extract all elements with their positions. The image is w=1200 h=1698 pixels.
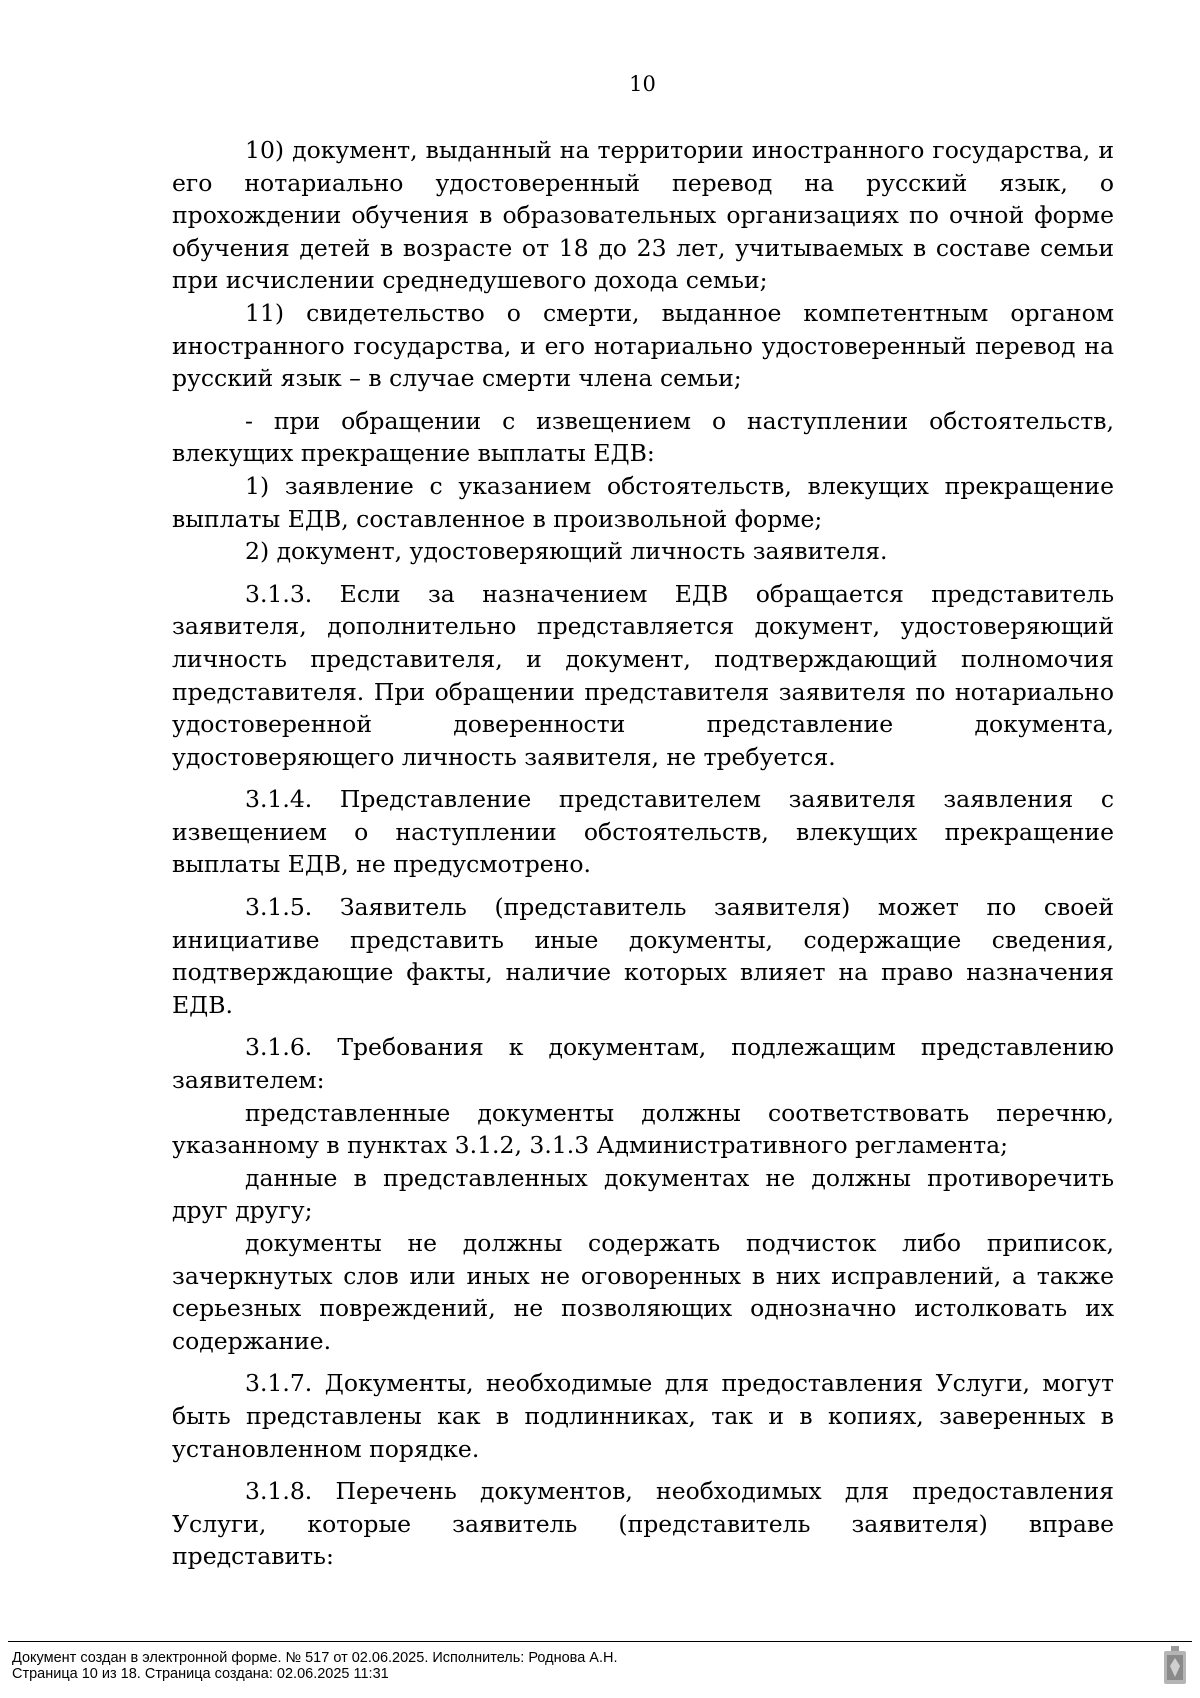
paragraph-termination-item-1: 1) заявление с указанием обстоятельств, влекущих прекращение выплаты ЕДВ, составленное в произвольной форме; [172,471,1114,533]
paragraph-item-11: 11) свидетельство о смерти, выданное компетентным органом иностранного государства, и его нотариально удостоверенный перевод на русский язык – в случае смерти члена семьи; [172,298,1114,393]
paragraph-requirement-2: данные в представленных документах не должны противоречить друг другу; [172,1163,1114,1225]
paragraph-requirement-3: документы не должны содержать подчисток либо приписок, зачеркнутых слов или иных не оговоренных в них исправлений, а также серьезных повреждений, не позволяющих однозначно истолковать их содержание. [172,1229,1114,1355]
coat-of-arms-icon [1162,1646,1188,1686]
footer-document-info: Документ создан в электронной форме. № 517 от 02.06.2025. Исполнитель: Роднова А.Н. [12,1650,618,1666]
paragraph-termination-item-2: 2) документ, удостоверяющий личность заявителя. [245,537,888,566]
paragraph-3-1-4: 3.1.4. Представление представителем заявителя заявления с извещением о наступлении обстоятельств, влекущих прекращение выплаты ЕДВ, не предусмотрено. [172,785,1114,879]
paragraph-termination-intro: - при обращении с извещением о наступлении обстоятельств, влекущих прекращение выплаты ЕДВ: [172,406,1114,468]
footer [12,1650,618,1682]
paragraph-item-10: 10) документ, выданный на территории иностранного государства, и его нотариально удостоверенный перевод на русский язык, о прохождении обучения в образовательных организациях по очной форме обучения детей в возрасте от 18 до 23 лет, учитываемых в составе семьи при исчислении среднедушевого дохода семьи; [172,136,1114,295]
paragraph-3-1-3: 3.1.3. Если за назначением ЕДВ обращается представитель заявителя, дополнительно представляется документ, удостоверяющий личность представителя, и документ, подтверждающий полномочия представителя. При обращении представителя заявителя по нотариально удостоверенной доверенности представление документа, удостоверяющего личность заявителя, не требуется. [172,579,1114,771]
paragraph-3-1-6: 3.1.6. Требования к документам, подлежащим представлению заявителем: [172,1033,1114,1095]
paragraph-3-1-8: 3.1.8. Перечень документов, необходимых для предоставления Услуги, которые заявитель (представитель заявителя) вправе представить: [172,1477,1114,1571]
paragraph-requirement-1: представленные документы должны соответствовать перечню, указанному в пунктах 3.1.2, 3.1.3 Административного регламента; [172,1098,1114,1160]
footer-divider [8,1641,1192,1642]
footer-page-info: Страница 10 из 18. Страница создана: 02.06.2025 11:31 [12,1666,389,1682]
document-body [172,134,1114,1573]
paragraph-3-1-5: 3.1.5. Заявитель (представитель заявителя) может по своей инициативе представить иные документы, содержащие сведения, подтверждающие факты, наличие которых влияет на право назначения ЕДВ. [172,893,1114,1019]
paragraph-3-1-7: 3.1.7. Документы, необходимые для предоставления Услуги, могут быть представлены как в подлинниках, так и в копиях, заверенных в установленном порядке. [172,1369,1114,1463]
page-number: 10 [629,72,656,96]
